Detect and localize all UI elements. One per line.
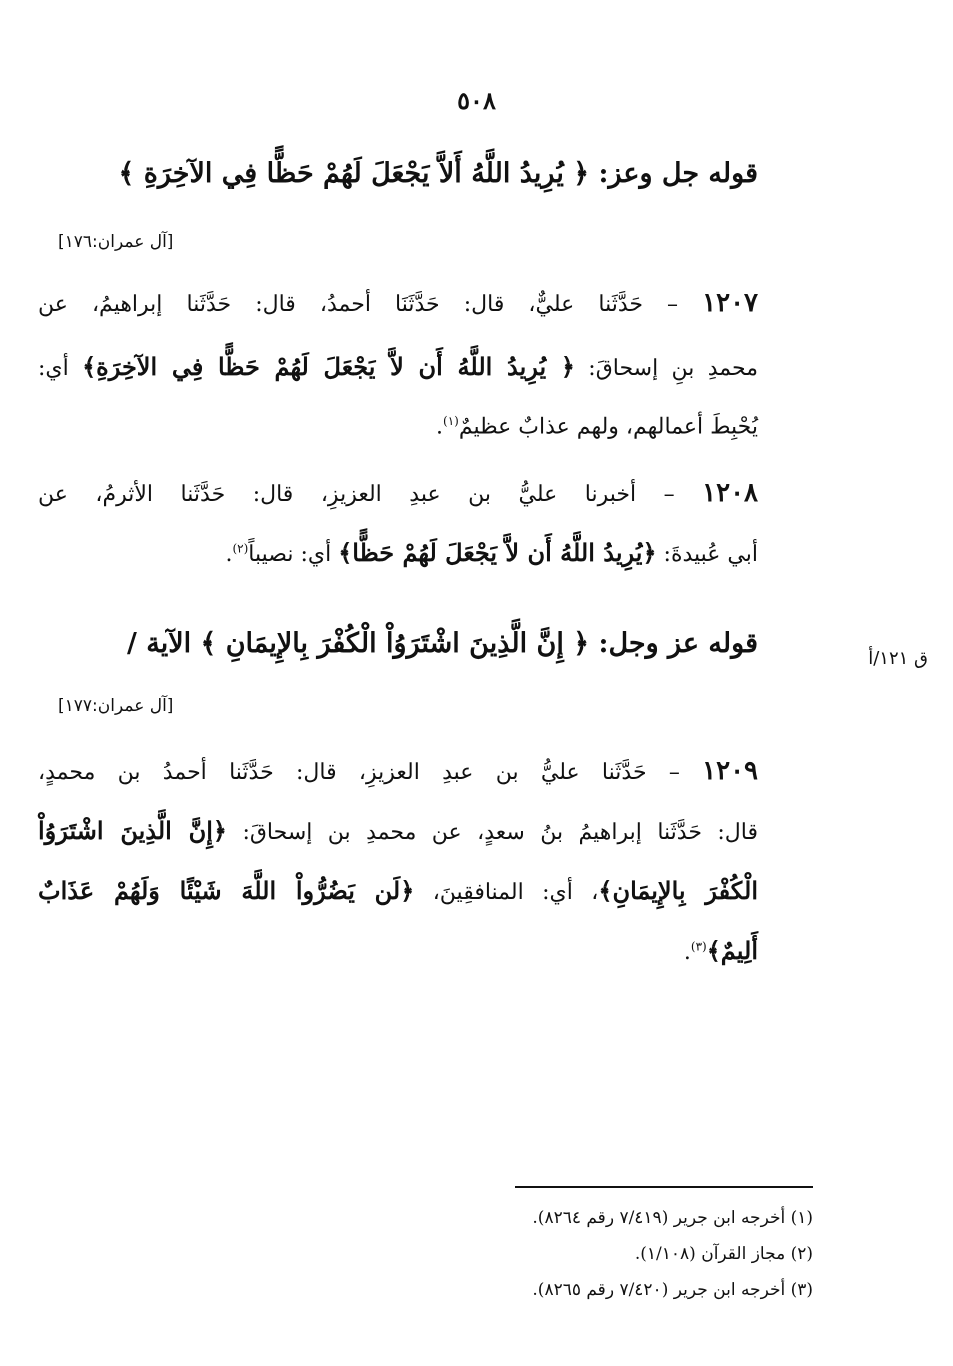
hadith-text: ، أي: المنافقِينَ، bbox=[432, 880, 599, 905]
hadith-1207-line-3 bbox=[38, 414, 758, 439]
hadith-1209-line-4 bbox=[38, 936, 758, 965]
heading-lead: قوله عز وجل: bbox=[598, 628, 758, 659]
hadith-1208-line-2 bbox=[38, 538, 758, 567]
hadith-number: ١٢٠٧ bbox=[702, 288, 759, 318]
hadith-text: – حَدَّثَنا عليٌّ، قال: حَدَّثَنَا أحمدُ، قال: حَدَّثَنا إبراهيمُ، عن bbox=[38, 292, 679, 317]
quran-verse: ﴿إِنَّ الَّذِينَ اشْتَرَوُاْ bbox=[38, 816, 227, 845]
hadith-1209-line-2 bbox=[38, 816, 758, 845]
footnote-marker: (١) bbox=[443, 414, 459, 428]
heading-verse: ﴿ إِنَّ الَّذِينَ اشْتَرَوُاْ الْكُفْرَ بِالإِيمَانِ ﴾ الآية / bbox=[126, 628, 590, 659]
hadith-text: – أخبرنا عليُّ بن عبدِ العزيزِ، قال: حَدَّثَنا الأثرمُ، عن bbox=[38, 482, 675, 507]
quran-verse: أَلِيمٌ﴾ bbox=[706, 936, 758, 965]
verse-reference-1: [آل عمران:١٧٦] bbox=[58, 232, 174, 252]
heading-lead: قوله جل وعز: bbox=[598, 158, 758, 189]
hadith-text: يُحْبِطَ أعمالهم، ولهم عذابٌ عظيمٌ bbox=[458, 414, 758, 440]
quran-verse: الْكُفْرَ بِالإِيمَانِ﴾ bbox=[598, 876, 758, 905]
hadith-number: ١٢٠٨ bbox=[702, 478, 759, 508]
heading-verse: ﴿ يُرِيدُ اللَّهُ أَلاَّ يَجْعَلَ لَهُمْ حَظًّا فِي الآخِرَةِ ﴾ bbox=[118, 158, 590, 189]
hadith-1207-line-2 bbox=[38, 352, 758, 381]
full-stop: . bbox=[225, 542, 233, 567]
hadith-1209-line-3 bbox=[38, 876, 758, 905]
hadith-text: أي: نصيباً bbox=[248, 542, 332, 567]
footnote-3: (٣) أخرجه ابن جرير (٧/٤٢٠ رقم ٨٢٦٥). bbox=[532, 1280, 813, 1300]
footnote-separator bbox=[515, 1186, 813, 1188]
manuscript-folio-note: ق ١٢١/أ bbox=[868, 648, 928, 669]
full-stop: . bbox=[683, 940, 691, 965]
quran-verse: ﴿ يُرِيدُ اللَّهُ أَن لاَّ يَجْعَلَ لَهُمْ حَظًّا فِي الآخِرَةِ﴾ bbox=[82, 352, 575, 381]
section-heading-1 bbox=[118, 158, 758, 189]
footnote-1: (١) أخرجه ابن جرير (٧/٤١٩ رقم ٨٢٦٤). bbox=[532, 1208, 813, 1228]
hadith-text: أبي عُبيدةَ: bbox=[663, 542, 758, 567]
hadith-1209-line-1 bbox=[38, 756, 758, 786]
verse-reference-2: [آل عمران:١٧٧] bbox=[58, 696, 174, 716]
full-stop: . bbox=[436, 414, 444, 440]
hadith-1207-line-1 bbox=[38, 288, 758, 318]
hadith-text: – حَدَّثَنا عليُّ بن عبدِ العزيزِ، قال: حَدَّثَنا أحمدُ بن محمدٍ، bbox=[38, 760, 680, 785]
footnote-marker: (٣) bbox=[690, 939, 707, 954]
hadith-text: أي: bbox=[38, 356, 69, 381]
hadith-1208-line-1 bbox=[38, 478, 758, 508]
footnote-2: (٢) مجاز القرآن (١/١٠٨). bbox=[634, 1244, 813, 1264]
hadith-text: قال: حَدَّثَنا إبراهيمُ بنُ سعدٍ، عن محمدِ بن إسحاقَ: bbox=[242, 820, 758, 845]
page-number: ٥٠٨ bbox=[457, 86, 496, 115]
section-heading-2 bbox=[118, 628, 758, 659]
hadith-number: ١٢٠٩ bbox=[702, 756, 758, 786]
hadith-text: محمدِ بنِ إسحاقَ: bbox=[588, 356, 759, 381]
footnote-marker: (٢) bbox=[232, 541, 249, 556]
quran-verse: ﴿لَن يَضُرُّواْ اللَّهَ شَيْئًا وَلَهُمْ عَذَابٌ bbox=[38, 876, 415, 905]
quran-verse: ﴿يُرِيدُ اللَّهُ أَن لاَّ يَجْعَلَ لَهُمْ حَظًّا﴾ bbox=[338, 538, 657, 567]
